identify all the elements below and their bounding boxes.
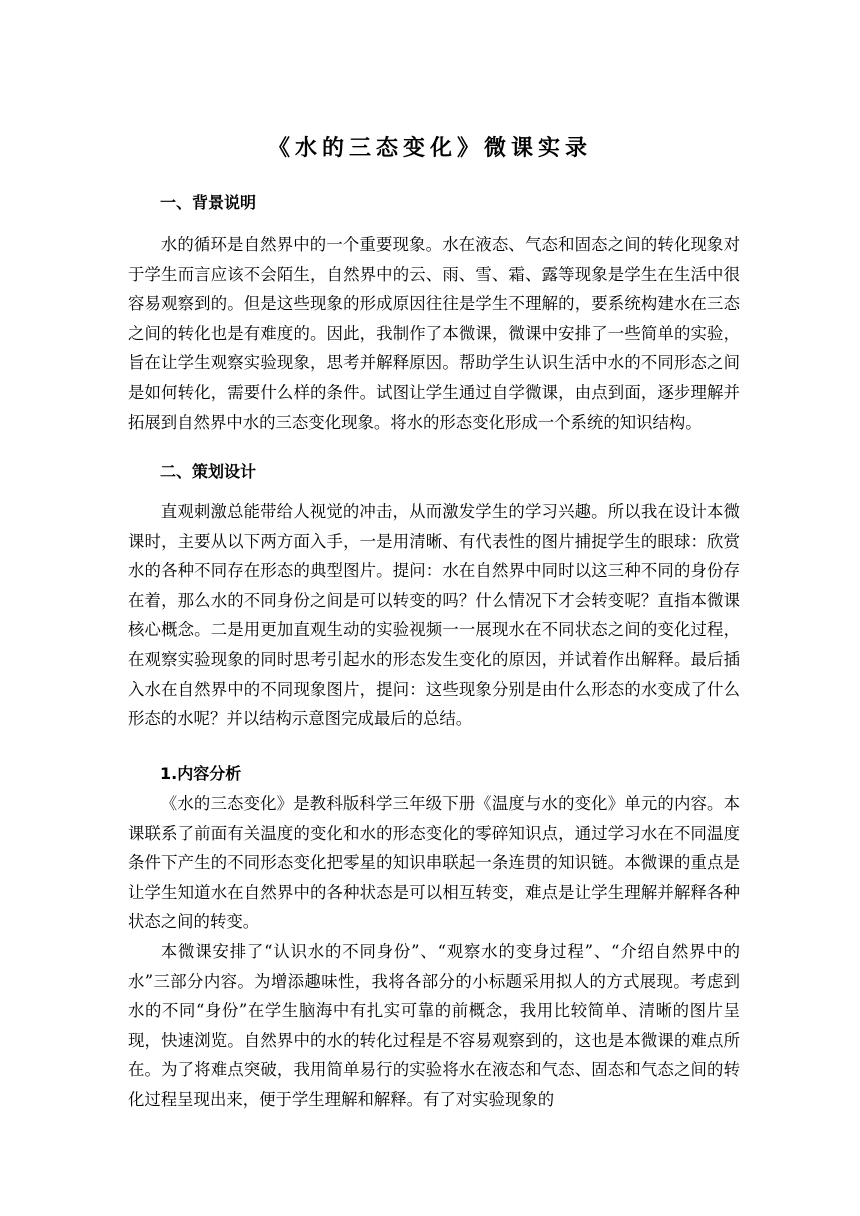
paragraph-content-analysis-1: 《水的三态变化》是教科版科学三年级下册《温度与水的变化》单元的内容。本课联系了前面有关温度的变化和水的形态变化的零碎知识点，通过学习水在不同温度条件下产生的不同形态变化把零星的知识串联起一条连贯的知识链。本微课的重点是让学生知道水在自然界中的各种状态是可以相互转变，难点是让学生理解并解释各种状态之间的转变。 <box>128 794 740 932</box>
section-heading-background: 一、背景说明 <box>160 193 257 212</box>
paragraph-content-analysis-2: 本微课安排了“认识水的不同身份”、“观察水的变身过程”、“介绍自然界中的水”三部分内容。为增添趣味性，我将各部分的小标题采用拟人的方式展现。考虑到水的不同“身份”在学生脑海中有扎实可靠的前概念，我用比较简单、清晰的图片呈现，快速浏览。自然界中的水的转化过程是不容易观察到的，这也是本微课的难点所在。为了将难点突破，我用简单易行的实验将水在液态和气态、固态和气态之间的转化过程呈现出来，便于学生理解和解释。有了对实验现象的 <box>128 942 740 1109</box>
subsection-heading-content-analysis: 1.内容分析 <box>160 764 242 783</box>
paragraph-background: 水的循环是自然界中的一个重要现象。水在液态、气态和固态之间的转化现象对于学生而言应该不会陌生，自然界中的云、雨、雪、霜、露等现象是学生在生活中很容易观察到的。但是这些现象的形成原因往往是学生不理解的，要系统构建水在三态之间的转化也是有难度的。因此，我制作了本微课，微课中安排了一些简单的实验，旨在让学生观察实验现象，思考并解释原因。帮助学生认识生活中水的不同形态之间是如何转化，需要什么样的条件。试图让学生通过自学微课，由点到面，逐步理解并拓展到自然界中水的三态变化现象。将水的形态变化形成一个系统的知识结构。 <box>128 235 740 432</box>
section-heading-design: 二、策划设计 <box>160 462 257 481</box>
paragraph-design: 直观刺激总能带给人视觉的冲击，从而激发学生的学习兴趣。所以我在设计本微课时，主要从以下两方面入手，一是用清晰、有代表性的图片捕捉学生的眼球：欣赏水的各种不同存在形态的典型图片。提问：水在自然界中同时以这三种不同的身份存在着，那么水的不同身份之间是可以转变的吗？什么情况下才会转变呢？直指本微课核心概念。二是用更加直观生动的实验视频一一展现水在不同状态之间的变化过程，在观察实验现象的同时思考引起水的形态发生变化的原因，并试着作出解释。最后插入水在自然界中的不同现象图片，提问：这些现象分别是由什么形态的水变成了什么形态的水呢？并以结构示意图完成最后的总结。 <box>128 502 740 729</box>
document-title: 《水的三态变化》微课实录 <box>267 136 592 161</box>
